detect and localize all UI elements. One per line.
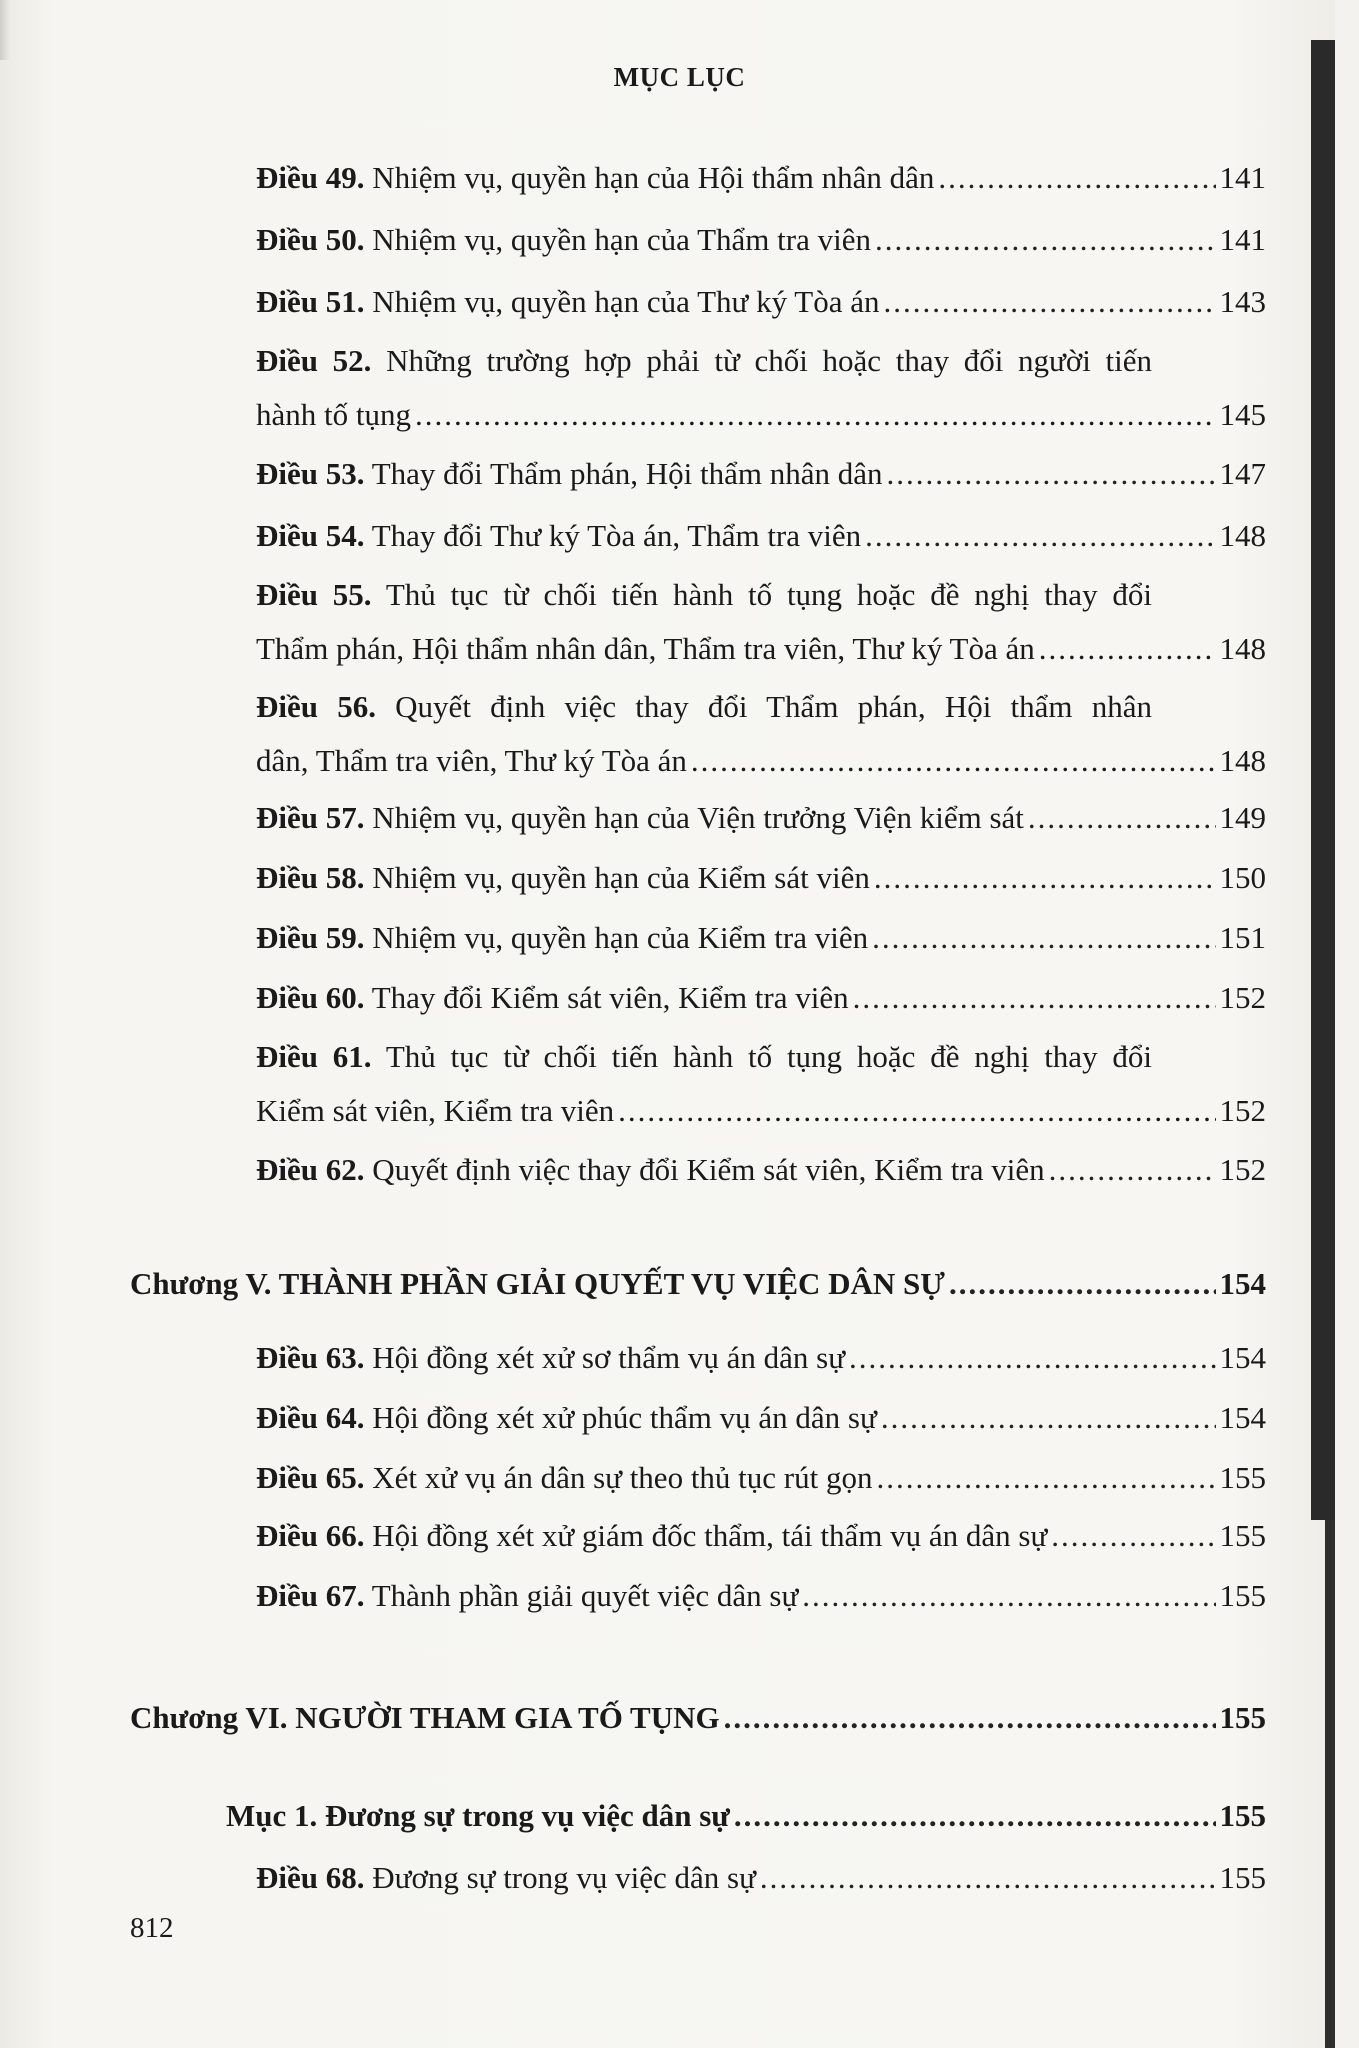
entry-prefix: Điều 61.: [256, 1039, 372, 1074]
page-title: MỤC LỤC: [613, 62, 746, 92]
entry-page-number: 155: [1219, 1860, 1266, 1895]
dot-leader: [872, 920, 1215, 956]
toc-entry-dieu-62[interactable]: [256, 1152, 1266, 1188]
toc-entry-dieu-59[interactable]: [256, 920, 1266, 956]
entry-text: Hội đồng xét xử giám đốc thẩm, tái thẩm vụ án dân sự: [364, 1518, 1048, 1553]
entry-page-number: 148: [1219, 518, 1266, 553]
toc-entry-dieu-64[interactable]: [256, 1400, 1266, 1436]
entry-page-number: 141: [1219, 160, 1266, 195]
toc-entry-dieu-56[interactable]: [256, 684, 1266, 784]
dot-leader: [734, 1798, 1216, 1834]
section-page-number: 155: [1219, 1798, 1266, 1833]
toc-entry-dieu-67[interactable]: [256, 1578, 1266, 1614]
toc-entry-dieu-57[interactable]: [256, 800, 1266, 836]
entry-text: Thủ tục từ chối tiến hành tố tụng hoặc đề nghị thay đổi: [371, 1039, 1152, 1074]
entry-text: Nhiệm vụ, quyền hạn của Hội thẩm nhân dân: [364, 160, 935, 195]
entry-page-number: 154: [1219, 1340, 1266, 1375]
dot-leader: [1028, 800, 1216, 836]
entry-page-number: 145: [1219, 397, 1266, 432]
dot-leader: [618, 1088, 1215, 1134]
toc-entry-dieu-51[interactable]: [256, 284, 1266, 320]
entry-prefix: Điều 59.: [256, 920, 365, 955]
dot-leader: [802, 1578, 1215, 1614]
entry-page-number: 155: [1219, 1518, 1266, 1553]
entry-text: Đương sự trong vụ việc dân sự: [364, 1860, 756, 1895]
entry-page-number: 155: [1219, 1578, 1266, 1613]
dot-leader: [887, 456, 1216, 492]
entry-prefix: Điều 64.: [256, 1400, 365, 1435]
dot-leader: [415, 392, 1216, 438]
chapter-page-number: 154: [1219, 1266, 1266, 1301]
entry-text: Nhiệm vụ, quyền hạn của Thư ký Tòa án: [364, 284, 880, 319]
entry-prefix: Điều 57.: [256, 800, 365, 835]
dot-leader: [1051, 1518, 1215, 1554]
entry-page-number: 150: [1219, 860, 1266, 895]
entry-text: Nhiệm vụ, quyền hạn của Kiểm sát viên: [364, 860, 870, 895]
entry-text-continued: Thẩm phán, Hội thẩm nhân dân, Thẩm tra viên, Thư ký Tòa án: [256, 631, 1035, 666]
toc-entry-dieu-55[interactable]: [256, 572, 1266, 672]
dot-leader: [691, 738, 1216, 784]
dot-leader: [1039, 626, 1216, 672]
entry-page-number: 143: [1219, 284, 1266, 319]
entry-page-number: 147: [1219, 456, 1266, 491]
section-title: Mục 1. Đương sự trong vụ việc dân sự: [226, 1798, 730, 1833]
entry-prefix: Điều 62.: [256, 1152, 365, 1187]
entry-page-number: 155: [1219, 1460, 1266, 1495]
dot-leader: [883, 284, 1215, 320]
entry-page-number: 152: [1219, 980, 1266, 1015]
entry-prefix: Điều 68.: [256, 1860, 365, 1895]
entry-text: Quyết định việc thay đổi Thẩm phán, Hội thẩm nhân: [375, 689, 1153, 724]
entry-text: Hội đồng xét xử sơ thẩm vụ án dân sự: [364, 1340, 845, 1375]
entry-text: Nhiệm vụ, quyền hạn của Viện trưởng Viện kiểm sát: [364, 800, 1024, 835]
chapter-title: Chương VI. NGƯỜI THAM GIA TỐ TỤNG: [130, 1700, 720, 1735]
dot-leader: [938, 160, 1215, 196]
book-spine-shadow-lower: [1325, 1520, 1335, 2048]
entry-text: Thay đổi Kiểm sát viên, Kiểm tra viên: [364, 980, 849, 1015]
entry-prefix: Điều 50.: [256, 222, 365, 257]
chapter-page-number: 155: [1219, 1700, 1266, 1735]
chapter-title: Chương V. THÀNH PHẦN GIẢI QUYẾT VỤ VIỆC DÂN SỰ: [130, 1266, 945, 1301]
dot-leader: [881, 1400, 1216, 1436]
entry-text: Nhiệm vụ, quyền hạn của Kiểm tra viên: [364, 920, 869, 955]
entry-prefix: Điều 63.: [256, 1340, 365, 1375]
entry-text: Thay đổi Thư ký Tòa án, Thẩm tra viên: [364, 518, 862, 553]
dot-leader: [760, 1860, 1216, 1896]
toc-entry-dieu-52[interactable]: [256, 338, 1266, 438]
entry-page-number: 148: [1219, 631, 1266, 666]
entry-page-number: 154: [1219, 1400, 1266, 1435]
dot-leader: [874, 860, 1216, 896]
entry-prefix: Điều 52.: [256, 343, 372, 378]
dot-leader: [849, 1340, 1216, 1376]
entry-text: Thành phần giải quyết việc dân sự: [364, 1578, 799, 1613]
entry-text: Quyết định việc thay đổi Kiểm sát viên, Kiểm tra viên: [364, 1152, 1045, 1187]
entry-page-number: 151: [1219, 920, 1266, 955]
entry-page-number: 141: [1219, 222, 1266, 257]
entry-prefix: Điều 58.: [256, 860, 365, 895]
toc-entry-dieu-49[interactable]: [256, 160, 1266, 196]
toc-section-muc-1[interactable]: [226, 1798, 1266, 1834]
dot-leader: [853, 980, 1216, 1016]
entry-prefix: Điều 49.: [256, 160, 365, 195]
dot-leader: [1049, 1152, 1216, 1188]
dot-leader: [877, 1460, 1216, 1496]
page-edge-shadow: [0, 0, 10, 60]
entry-page-number: 148: [1219, 743, 1266, 778]
entry-text-continued: dân, Thẩm tra viên, Thư ký Tòa án: [256, 743, 687, 778]
toc-entry-dieu-68[interactable]: [256, 1860, 1266, 1896]
toc-chapter-v[interactable]: [130, 1266, 1266, 1302]
toc-chapter-vi[interactable]: [130, 1700, 1266, 1736]
toc-entry-dieu-63[interactable]: [256, 1340, 1266, 1376]
toc-entry-dieu-50[interactable]: [256, 222, 1266, 258]
toc-entry-dieu-60[interactable]: [256, 980, 1266, 1016]
toc-entry-dieu-66[interactable]: [256, 1518, 1266, 1554]
entry-text: Hội đồng xét xử phúc thẩm vụ án dân sự: [364, 1400, 877, 1435]
entry-prefix: Điều 66.: [256, 1518, 365, 1553]
dot-leader: [949, 1266, 1216, 1302]
dot-leader: [865, 518, 1215, 554]
page-number: 812: [130, 1912, 174, 1944]
entry-prefix: Điều 67.: [256, 1578, 365, 1613]
toc-entry-dieu-58[interactable]: [256, 860, 1266, 896]
dot-leader: [875, 222, 1216, 258]
entry-prefix: Điều 56.: [256, 689, 376, 724]
entry-text-continued: Kiểm sát viên, Kiểm tra viên: [256, 1093, 615, 1128]
entry-prefix: Điều 53.: [256, 456, 365, 491]
toc-entry-dieu-61[interactable]: [256, 1034, 1266, 1134]
book-spine-shadow: [1311, 40, 1335, 1520]
entry-text: Nhiệm vụ, quyền hạn của Thẩm tra viên: [364, 222, 871, 257]
entry-prefix: Điều 54.: [256, 518, 365, 553]
entry-page-number: 152: [1219, 1093, 1266, 1128]
dot-leader: [724, 1700, 1216, 1736]
entry-prefix: Điều 51.: [256, 284, 365, 319]
entry-prefix: Điều 55.: [256, 577, 372, 612]
entry-text: Thủ tục từ chối tiến hành tố tụng hoặc đề nghị thay đổi: [371, 577, 1152, 612]
entry-text-continued: hành tố tụng: [256, 397, 411, 432]
entry-text: Xét xử vụ án dân sự theo thủ tục rút gọn: [364, 1460, 873, 1495]
toc-entry-dieu-54[interactable]: [256, 518, 1266, 554]
entry-page-number: 149: [1219, 800, 1266, 835]
entry-prefix: Điều 65.: [256, 1460, 365, 1495]
entry-prefix: Điều 60.: [256, 980, 365, 1015]
entry-text: Những trường hợp phải từ chối hoặc thay đổi người tiến: [371, 343, 1153, 378]
entry-text: Thay đổi Thẩm phán, Hội thẩm nhân dân: [364, 456, 883, 491]
toc-entry-dieu-65[interactable]: [256, 1460, 1266, 1496]
entry-page-number: 152: [1219, 1152, 1266, 1187]
toc-entry-dieu-53[interactable]: [256, 456, 1266, 492]
